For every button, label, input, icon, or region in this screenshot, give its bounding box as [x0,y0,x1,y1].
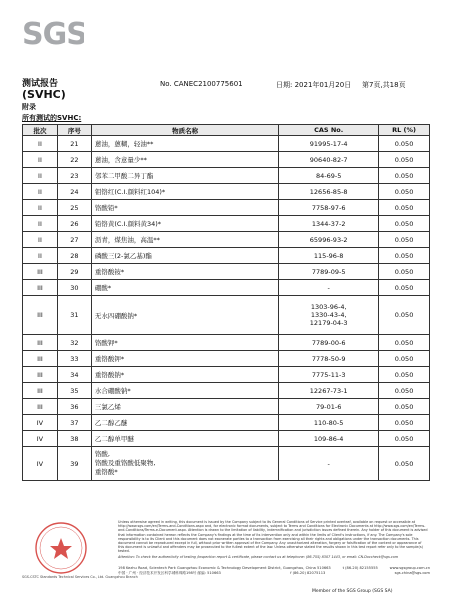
report-title: 测试报告 [22,79,59,89]
table-row [23,296,430,335]
substance-cell: 硼酸* [91,280,278,296]
substance-cell: 铅铬黄(C.I.颜料黄34)* [91,216,278,232]
substance-line: 铬酸, [94,450,110,458]
batch-cell: III [23,399,58,415]
table-row [23,335,430,351]
cas-cell [279,168,379,184]
substance-cell: 重铬酸钠* [91,367,278,383]
rl-cell: 0.050 [379,383,430,399]
cas-line: 79-01-6 [315,402,342,411]
cas-line: 84-69-5 [315,171,342,180]
rl-cell: 0.050 [379,280,430,296]
substance-cell: 沥青，煤焦油，高温** [91,232,278,248]
table-row [23,351,430,367]
cas-cell [279,264,379,280]
table-row [23,264,430,280]
table-row [23,367,430,383]
cas-cell [279,431,379,447]
email[interactable]: sgs.china@sgs.com [394,571,430,575]
cas-cell [279,399,379,415]
table-row [23,232,430,248]
rl-cell: 0.050 [379,335,430,351]
rl-cell: 0.050 [379,447,430,481]
member-line: Member of the SGS Group (SGS SA) [312,589,393,594]
rl-cell: 0.050 [379,216,430,232]
rl-cell: 0.050 [379,152,430,168]
number-cell: 26 [57,216,91,232]
cas-line: 12267-73-1 [309,386,348,395]
substance-cell: 铬酸钾* [91,335,278,351]
number-cell: 27 [57,232,91,248]
rl-cell: 0.050 [379,415,430,431]
batch-cell: II [23,152,58,168]
number-cell: 32 [57,335,91,351]
substance-cell: 邻苯二甲酸二异丁酯 [91,168,278,184]
number-cell: 37 [57,415,91,431]
cas-line: 91995-17-4 [309,139,348,148]
table-row [23,280,430,296]
number-cell: 30 [57,280,91,296]
svg-text:SGS: SGS [22,18,84,48]
address-block [118,566,430,576]
cas-cell [279,351,379,367]
substance-cell: 无水四硼酸钠* [91,296,278,335]
cas-line: 90640-82-7 [309,155,348,164]
number-cell: 39 [57,447,91,481]
cas-line: 7758-97-6 [311,203,346,212]
disclaimer-text [118,520,428,559]
cas-line: 12179-04-3 [309,319,348,327]
cas-line: - [327,283,330,292]
table-row [23,152,430,168]
cas-line: 1344-37-2 [311,219,346,228]
number-cell: 38 [57,431,91,447]
col-batch: 批次 [23,125,58,136]
authenticity-note: Attention: To check the authenticity of testing /inspection report & certificate, please contact us at telephone: (86-755) 8307 1443, or email: CN.Doccheck@sgs.com [118,554,399,559]
batch-cell: III [23,296,58,335]
svhc-table [22,124,430,481]
number-cell: 25 [57,200,91,216]
cas-cell [279,383,379,399]
cas-line: 115-96-8 [313,251,344,260]
batch-cell: III [23,264,58,280]
rl-cell: 0.050 [379,136,430,152]
number-cell: 22 [57,152,91,168]
appendix-label: 附录 [22,103,36,111]
col-cas: CAS No. [279,125,379,136]
substance-cell: 水合硼酸钠* [91,383,278,399]
substance-cell: 三氯乙烯 [91,399,278,415]
web[interactable]: www.sgsgroup.com.cn [389,566,430,570]
table-row [23,248,430,264]
rl-cell: 0.050 [379,200,430,216]
batch-cell: III [23,367,58,383]
table-subtitle: 所有测试的SVHC: [22,114,82,122]
substance-cell: 乙二醇单甲醚 [91,431,278,447]
substance-cell: 重铬酸铵* [91,264,278,280]
cas-line: 1330-43-4, [310,311,347,319]
substance-cell: 乙二醇乙醚 [91,415,278,431]
cas-line: 12656-85-8 [309,187,348,196]
cas-cell [279,415,379,431]
batch-cell: III [23,280,58,296]
col-no: 序号 [57,125,91,136]
table-row [23,415,430,431]
batch-cell: II [23,232,58,248]
batch-cell: IV [23,415,58,431]
cas-line: 7775-11-3 [311,370,346,379]
cas-line: 7789-00-6 [311,338,346,347]
cas-cell [279,216,379,232]
batch-cell: II [23,248,58,264]
cas-line: 109-86-4 [313,434,344,443]
number-cell: 34 [57,367,91,383]
number-cell: 23 [57,168,91,184]
cas-cell [279,367,379,383]
number-cell: 28 [57,248,91,264]
page-number: 第7页,共18页 [362,81,406,89]
substance-line: 铬酸及重铬酸低聚物, [94,459,156,467]
substance-cell: 钼铬红(C.I.颜料红104)* [91,184,278,200]
batch-cell: IV [23,447,58,481]
report-svhc: (SVHC) [22,88,66,101]
tel: t (86-20) 82155555 [342,566,378,570]
company-seal-icon [22,520,100,576]
cas-line: 7778-50-9 [311,354,346,363]
rl-cell: 0.050 [379,367,430,383]
number-cell: 36 [57,399,91,415]
table-row [23,168,430,184]
batch-cell: IV [23,431,58,447]
batch-cell: III [23,351,58,367]
table-row [23,383,430,399]
table-row [23,447,430,481]
table-row [23,136,430,152]
rl-cell: 0.050 [379,248,430,264]
cas-cell [279,248,379,264]
rl-cell: 0.050 [379,431,430,447]
number-cell: 33 [57,351,91,367]
cas-line: 1303-96-4, [310,303,347,311]
table-header-row [23,125,430,136]
number-cell: 29 [57,264,91,280]
seal-caption: SGS-CSTC Standards Technical Services Co., Ltd. Guangzhou Branch [22,575,138,579]
sgs-logo-icon [22,18,84,48]
cas-line: 65996-93-2 [309,235,348,244]
table-row [23,431,430,447]
rl-cell: 0.050 [379,351,430,367]
number-cell: 35 [57,383,91,399]
table-row [23,200,430,216]
batch-cell: II [23,168,58,184]
fax: f (86-20) 82075113 [290,571,326,575]
cas-cell [279,200,379,216]
substance-line: 重铬酸* [94,468,118,476]
substance-cell: 蒽油，含意量少** [91,152,278,168]
substance-cell: 蒽油，蒽糊，轻油** [91,136,278,152]
rl-cell: 0.050 [379,264,430,280]
col-substance: 物质名称 [91,125,278,136]
batch-cell: II [23,200,58,216]
cas-line: 110-80-5 [313,418,344,427]
report-number: No. CANEC2100775601 [160,80,243,88]
cas-line: - [327,459,330,468]
number-cell: 21 [57,136,91,152]
address-en: 198 Kezhu Road, Scientech Park Guangzhou Economic & Technology Development District, Guangzhou, China 510663 [118,566,331,570]
rl-cell: 0.050 [379,168,430,184]
number-cell: 31 [57,296,91,335]
cas-cell [279,184,379,200]
table-row [23,399,430,415]
batch-cell: III [23,335,58,351]
batch-cell: II [23,184,58,200]
col-rl: RL (%) [379,125,430,136]
address-cn: 中国 · 广州 · 经济技术开发区科学城科珠路198号 邮编: 510663 [118,571,221,575]
rl-cell: 0.050 [379,399,430,415]
substance-cell [91,447,278,481]
cas-cell [279,447,379,481]
substance-cell: 铬酸铅* [91,200,278,216]
cas-cell [279,280,379,296]
rl-cell: 0.050 [379,232,430,248]
rl-cell: 0.050 [379,296,430,335]
cas-cell [279,152,379,168]
cas-cell [279,296,379,335]
cas-cell [279,136,379,152]
number-cell: 24 [57,184,91,200]
substance-cell: 重铬酸钾* [91,351,278,367]
sgs-logo [22,18,84,48]
disclaimer-body: Unless otherwise agreed in writing, this document is issued by the Company subject to its General Conditions of Service printed overleaf, available on request or accessible at http://www.sgs.com/en/Terms-and-Conditions.aspx and, for electronic format documents, subject to Terms and Conditions for Electronic Documents at http://www.sgs.com/en/Terms-and-Conditions/Terms-e-Document.aspx. Attention is drawn to the limitation of liability, indemnification and jurisdiction issues defined therein. Any holder of this document is advised that information contained hereon reflects the Company's findings at the time of its intervention only and within the limits of Client's instructions, if any. The Company's sole responsibility is to its Client and this document does not exonerate parties to a transaction from exercising all their rights and obligations under the transaction documents. This document cannot be reproduced except in full, without prior written approval of the Company. Any unauthorized alteration, forgery or falsification of the content or appearance of this document is unlawful and offenders may be prosecuted to the fullest extent of the law. Unless otherwise stated the results shown in this test report refer only to the sample(s) tested. [118,520,428,554]
batch-cell: II [23,136,58,152]
table-row [23,216,430,232]
report-date: 日期: 2021年01月20日 [276,81,352,89]
batch-cell: III [23,383,58,399]
cas-cell [279,335,379,351]
batch-cell: II [23,216,58,232]
substance-cell: 磷酸三(2-氯乙基)酯 [91,248,278,264]
rl-cell: 0.050 [379,184,430,200]
cas-cell [279,232,379,248]
table-row [23,184,430,200]
cas-line: 7789-09-5 [311,267,346,276]
table-body [23,136,430,481]
